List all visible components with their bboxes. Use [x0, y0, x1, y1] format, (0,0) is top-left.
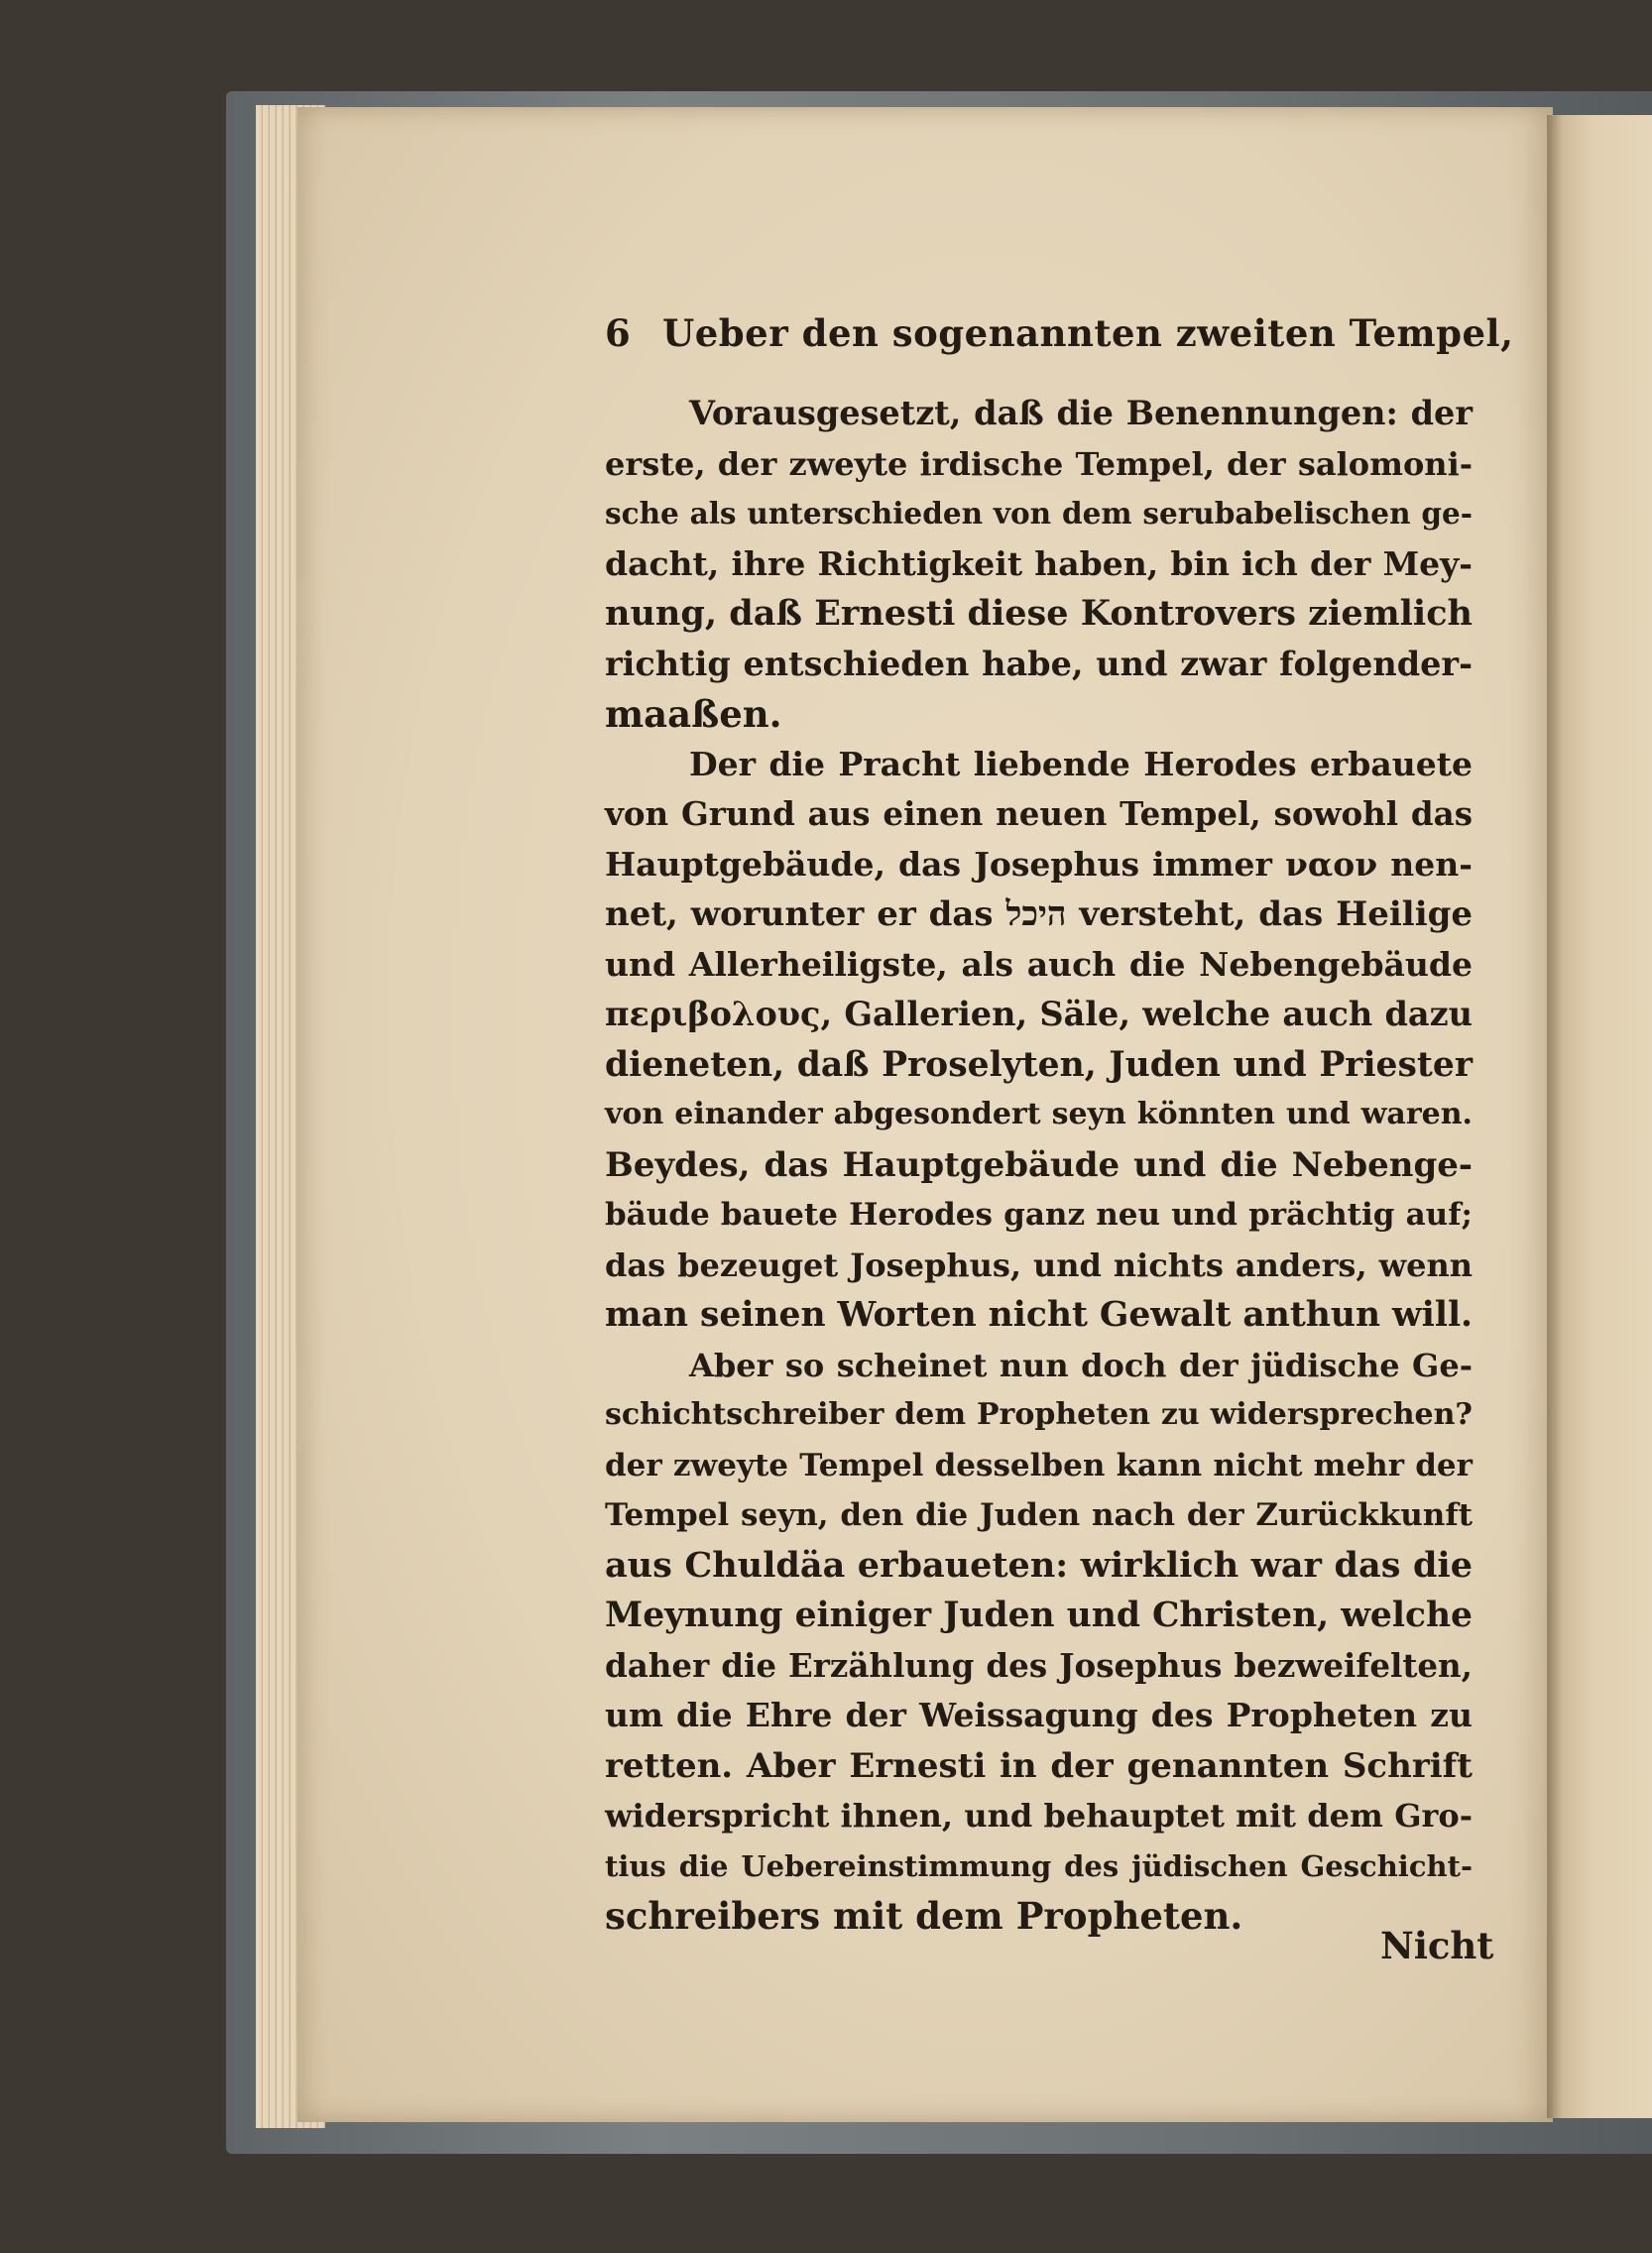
text-line: sche als unterschieden von dem serubabelischen ge-: [605, 496, 1473, 531]
text-line: das bezeuget Josephus, und nichts anders, wenn: [605, 1245, 1473, 1284]
text-line: nung, daß Ernesti diese Kontrovers ziemlich: [605, 593, 1473, 634]
text-line: περιβολους, Gallerien, Säle, welche auch dazu: [605, 995, 1473, 1033]
text-line: schichtschreiber dem Propheten zu widersprechen?: [605, 1397, 1473, 1432]
text-line: richtig entschieden habe, und zwar folgender-: [605, 644, 1473, 683]
text-line: man seinen Worten nicht Gewalt anthun will.: [605, 1295, 1474, 1335]
gutter-shadow: [1547, 115, 1563, 2118]
text-line: aus Chuldäa erbaueten: wirklich war das die: [605, 1544, 1473, 1586]
paragraph-3: [605, 1341, 1473, 1942]
text-line: Aber so scheinet nun doch der jüdische Ge-: [689, 1346, 1473, 1384]
text-line: dacht, ihre Richtigkeit haben, bin ich der Mey-: [605, 543, 1473, 583]
text-line: erste, der zweyte irdische Tempel, der salomoni-: [605, 444, 1473, 483]
text-line: Beydes, das Hauptgebäude und die Nebenge-: [605, 1144, 1473, 1185]
text-line: Hauptgebäude, das Josephus immer ναον nen-: [605, 844, 1473, 884]
text-line: von einander abgesondert seyn könnten und waren.: [605, 1097, 1473, 1131]
text-line: bäude bauete Herodes ganz neu und prächtig auf;: [605, 1197, 1473, 1233]
text-line: Meynung einiger Juden und Christen, welche: [605, 1596, 1473, 1635]
text-line: maaßen.: [605, 692, 782, 736]
text-line: dieneten, daß Proselyten, Juden und Priester: [605, 1044, 1473, 1085]
page-number: 6: [605, 311, 632, 355]
text-line: Tempel seyn, den die Juden nach der Zurückkunft: [605, 1497, 1473, 1533]
text-line: net, worunter er das היכל versteht, das Heilige: [605, 894, 1474, 934]
paragraph-1: [605, 389, 1473, 740]
text-line: Vorausgesetzt, daß die Benennungen: der: [689, 394, 1473, 432]
text-line: und Allerheiligste, als auch die Nebengebäude: [605, 944, 1473, 984]
text-line: um die Ehre der Weissagung des Propheten zu: [605, 1696, 1473, 1734]
catchword: Nicht: [1380, 1924, 1494, 1967]
running-head-title: Ueber den sogenannten zweiten Tempel,: [662, 311, 1514, 355]
text-line: retten. Aber Ernesti in der genannten Schrift: [605, 1745, 1473, 1786]
paragraph-2: [605, 740, 1473, 1341]
text-line: daher die Erzählung des Josephus bezweifelten,: [605, 1645, 1473, 1685]
text-line: schreibers mit dem Propheten.: [605, 1894, 1243, 1938]
page-text: [605, 297, 1514, 1942]
text-line: Der die Pracht liebende Herodes erbauete: [689, 744, 1473, 783]
text-line: widerspricht ihnen, und behauptet mit dem Gro-: [605, 1797, 1473, 1835]
text-line: von Grund aus einen neuen Tempel, sowohl das: [605, 794, 1473, 833]
running-head: [605, 297, 1514, 369]
facing-page-edge: [1553, 115, 1652, 2118]
text-line: tius die Uebereinstimmung des jüdischen Geschicht-: [605, 1848, 1473, 1883]
text-line: der zweyte Tempel desselben kann nicht mehr der: [605, 1447, 1473, 1483]
